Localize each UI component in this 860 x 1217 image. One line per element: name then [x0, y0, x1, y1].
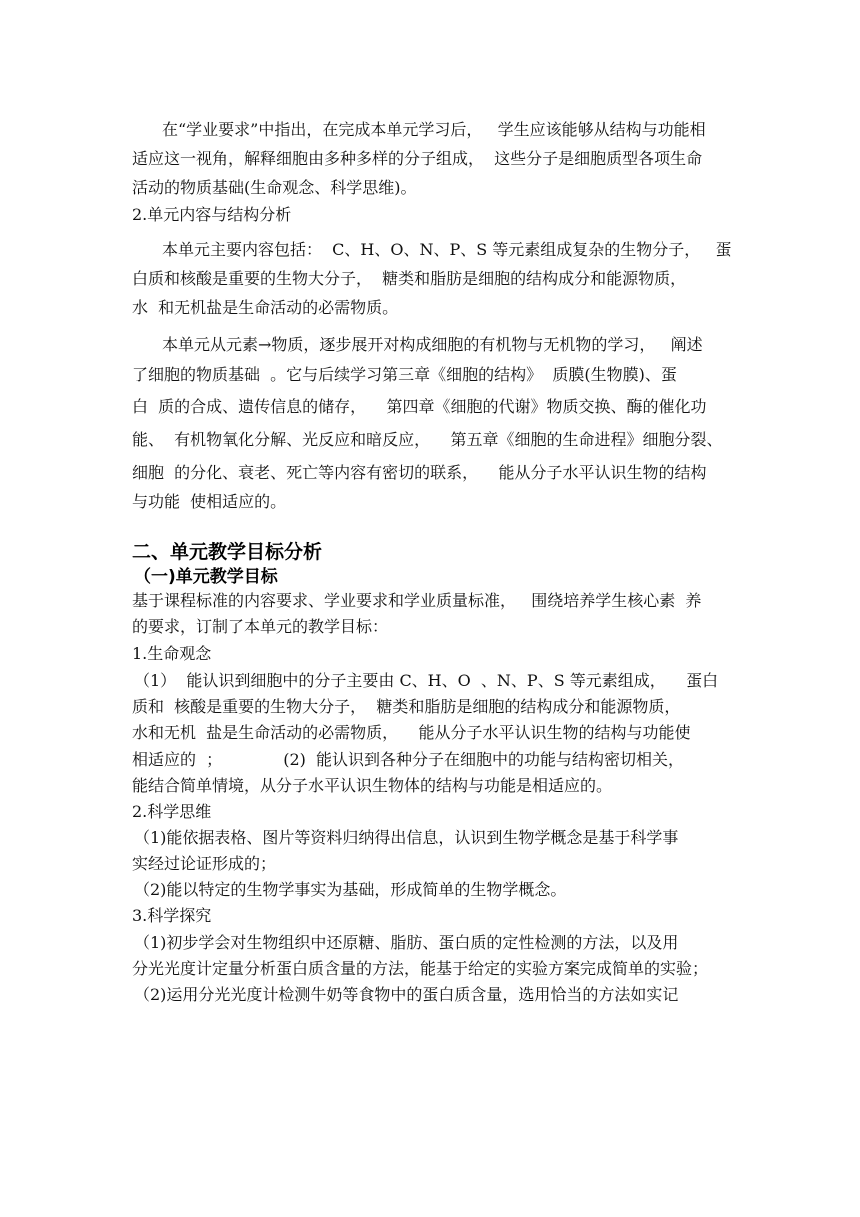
goal-1-line-5: 能结合简单情境，从分子水平认识生物体的结构与功能是相适应的。	[132, 776, 613, 795]
goal-1-line-4: 相适应的 ； (2) 能认识到各种分子在细胞中的功能与结构密切相关，	[132, 750, 685, 769]
goal-3-line-3: （2)运用分光光度计检测牛奶等食物中的蛋白质含量，选用恰当的方法如实记	[134, 985, 679, 1004]
goal-3-line-2: 分光光度计定量分析蛋白质含量的方法，能基于给定的实验方案完成简单的实验；	[132, 959, 709, 978]
heading-sub: （一)单元教学目标	[134, 567, 278, 587]
structure-line-5: 细胞 的分化、衰老、死亡等内容有密切的联系， 能从分子水平认识生物的结构	[132, 463, 707, 482]
content-line-2: 白质和核酸是重要的生物大分子， 糖类和脂肪是细胞的结构成分和能源物质，	[132, 269, 687, 288]
structure-line-3: 白 质的合成、遗传信息的储存， 第四章《细胞的代谢》物质交换、酶的催化功	[132, 397, 707, 416]
goal-1-title: 1.生命观念	[132, 644, 212, 663]
goal-2-line-2: 实经过论证形成的；	[132, 854, 277, 873]
content-line-3: 水 和无机盐是生命活动的必需物质。	[132, 298, 399, 317]
structure-line-2: 了细胞的物质基础 。它与后续学习第三章《细胞的结构》 质膜(生物膜)、蛋	[132, 365, 677, 384]
content-line-1: 本单元主要内容包括： C、H、O、N、P、S 等元素组成复杂的生物分子， 蛋	[162, 240, 732, 259]
goal-intro-line-2: 的要求，订制了本单元的教学目标：	[132, 617, 389, 636]
intro-line-1: 在“学业要求”中指出，在完成本单元学习后， 学生应该能够从结构与功能相	[162, 120, 706, 139]
structure-line-1: 本单元从元素→物质，逐步展开对构成细胞的有机物与无机物的学习， 阐述	[162, 335, 703, 354]
intro-line-2: 适应这一视角，解释细胞由多种多样的分子组成， 这些分子是细胞质型各项生命	[132, 149, 703, 168]
goal-3-line-1: （1)初步学会对生物组织中还原糖、脂肪、蛋白质的定性检测的方法，以及用	[134, 933, 679, 952]
goal-2-line-1: （1)能依据表格、图片等资料归纳得出信息，认识到生物学概念是基于科学事	[134, 828, 679, 847]
heading-main: 二、单元教学目标分析	[132, 541, 323, 563]
goal-intro-line-1: 基于课程标准的内容要求、学业要求和学业质量标准， 围绕培养学生核心素 养	[132, 591, 702, 610]
goal-1-line-1: （1） 能认识到细胞中的分子主要由 C、H、O 、N、P、S 等元素组成， 蛋白	[134, 671, 719, 690]
goal-3-title: 3.科学探究	[132, 906, 212, 925]
goal-2-line-3: （2)能以特定的生物学事实为基础，形成简单的生物学概念。	[134, 880, 567, 899]
goal-1-line-2: 质和 核酸是重要的生物大分子， 糖类和脂肪是细胞的结构成分和能源物质，	[132, 697, 681, 716]
section-2-title: 2.单元内容与结构分析	[132, 205, 292, 224]
intro-line-3: 活动的物质基础(生命观念、科学思维)。	[132, 178, 417, 197]
goal-2-title: 2.科学思维	[132, 802, 212, 821]
structure-line-4: 能、 有机物氧化分解、光反应和暗反应， 第五章《细胞的生命进程》细胞分裂、	[132, 430, 723, 449]
structure-line-6: 与功能 使相适应的。	[132, 492, 287, 511]
goal-1-line-3: 水和无机 盐是生命活动的必需物质， 能从分子水平认识生物的结构与功能使	[132, 723, 691, 742]
